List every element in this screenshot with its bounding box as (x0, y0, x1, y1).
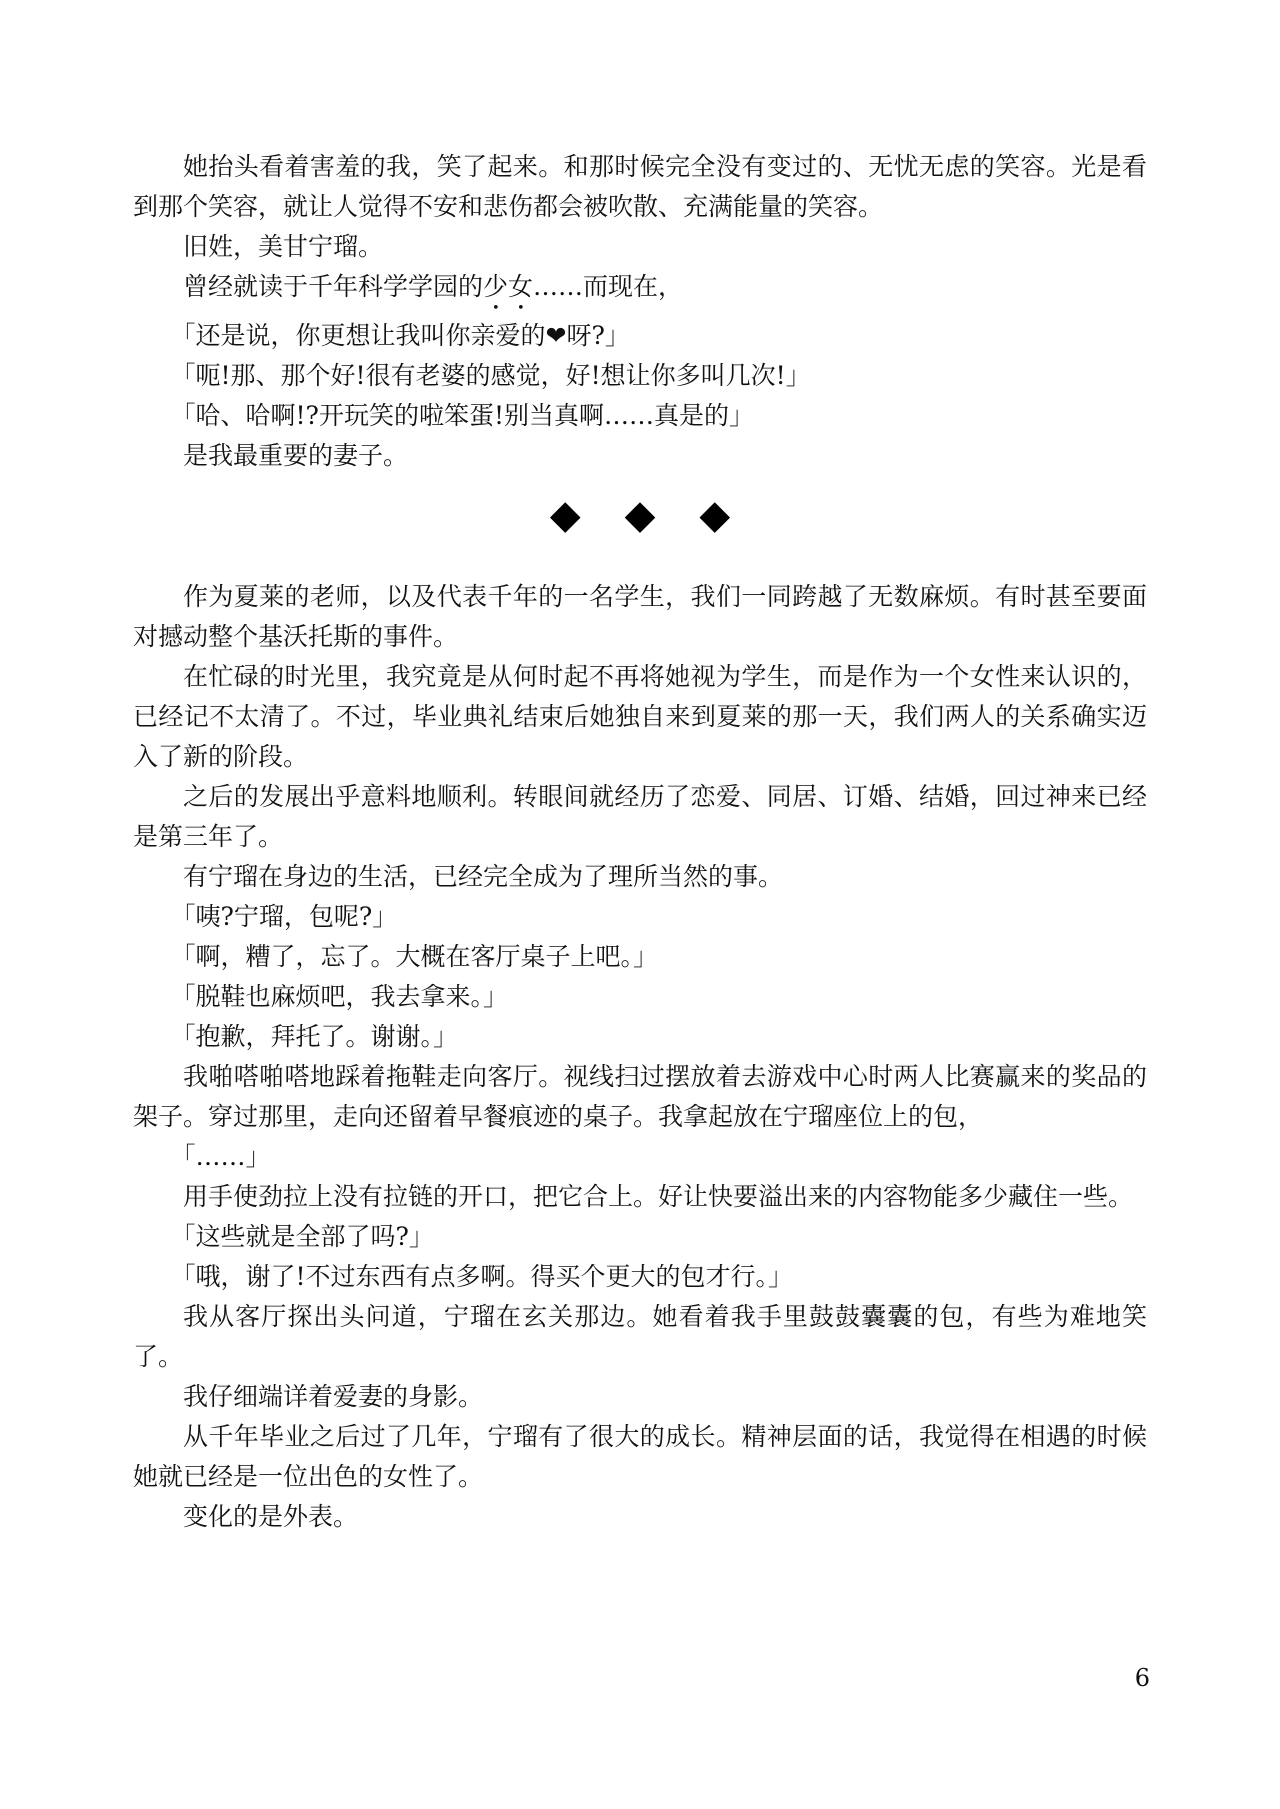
dialogue-line: 「……」 (170, 1142, 271, 1171)
paragraph: 我啪嗒啪嗒地踩着拖鞋走向客厅。视线扫过摆放着去游戏中心时两人比赛赢来的奖品的架子。穿过那里，走向还留着早餐痕迹的桌子。我拿起放在宁瑠座位上的包， (133, 1062, 1147, 1131)
dialogue-line: 「啊，糟了，忘了。大概在客厅桌子上吧。」 (170, 942, 659, 971)
paragraph: 我仔细端详着爱妻的身影。 (183, 1382, 484, 1411)
paragraph: 旧姓，美甘宁瑠。 (183, 232, 384, 261)
dialogue-line: 「抱歉，拜托了。谢谢。」 (170, 1022, 459, 1051)
paragraph: 她抬头看着害羞的我，笑了起来。和那时候完全没有变过的、无忧无虑的笑容。光是看到那个笑容，就让人觉得不安和悲伤都会被吹散、充满能量的笑容。 (133, 152, 1147, 221)
paragraph: 作为夏莱的老师，以及代表千年的一名学生，我们一同跨越了无数麻烦。有时甚至要面对撼动整个基沃托斯的事件。 (133, 582, 1147, 651)
text-run: ……而现在， (533, 272, 684, 301)
scene-break-diamonds: ◆◆◆ (549, 492, 775, 538)
dialogue-line: 「呃!那、那个好!很有老婆的感觉，好!想让你多叫几次!」 (170, 361, 811, 390)
dialogue-line: 「哦，谢了!不过东西有点多啊。得买个更大的包才行。」 (170, 1262, 794, 1291)
paragraph: 之后的发展出乎意料地顺利。转眼间就经历了恋爱、同居、订婚、结婚，回过神来已经是第三年了。 (133, 782, 1147, 851)
dialogue-line: 「哈、哈啊!?开玩笑的啦笨蛋!别当真啊……真是的」 (170, 401, 754, 430)
paragraph: 用手使劲拉上没有拉链的开口，把它合上。好让快要溢出来的内容物能多少藏住一些。 (183, 1182, 1134, 1211)
paragraph: 在忙碌的时光里，我究竟是从何时起不再将她视为学生，而是作为一个女性来认识的，已经记不太清了。不过，毕业典礼结束后她独自来到夏莱的那一天，我们两人的关系确实迈入了新的阶段。 (133, 662, 1147, 771)
text-run: 曾经就读于千年科学学园的 (183, 272, 484, 301)
paragraph: 是我最重要的妻子。 (183, 441, 409, 470)
paragraph (133, 267, 1147, 316)
paragraph: 从千年毕业之后过了几年，宁瑠有了很大的成长。精神层面的话，我觉得在相遇的时候她就已经是一位出色的女性了。 (133, 1422, 1147, 1491)
dialogue-line: 「咦?宁瑠，包呢?」 (170, 902, 398, 931)
paragraph: 我从客厅探出头问道，宁瑠在玄关那边。她看着我手里鼓鼓囊囊的包，有些为难地笑了。 (133, 1302, 1147, 1371)
text-block-top (133, 147, 1147, 476)
paragraph: 变化的是外表。 (183, 1502, 359, 1531)
dialogue-line: 「还是说，你更想让我叫你亲爱的❤呀?」 (170, 321, 630, 350)
emphasized-text: 少女 (483, 272, 534, 301)
text-block-main (133, 577, 1147, 1537)
dialogue-line: 「这些就是全部了吗?」 (170, 1222, 434, 1251)
page-number: 6 (1134, 1664, 1150, 1692)
paragraph: 有宁瑠在身边的生活，已经完全成为了理所当然的事。 (183, 862, 784, 891)
dialogue-line: 「脱鞋也麻烦吧，我去拿来。」 (170, 982, 509, 1011)
